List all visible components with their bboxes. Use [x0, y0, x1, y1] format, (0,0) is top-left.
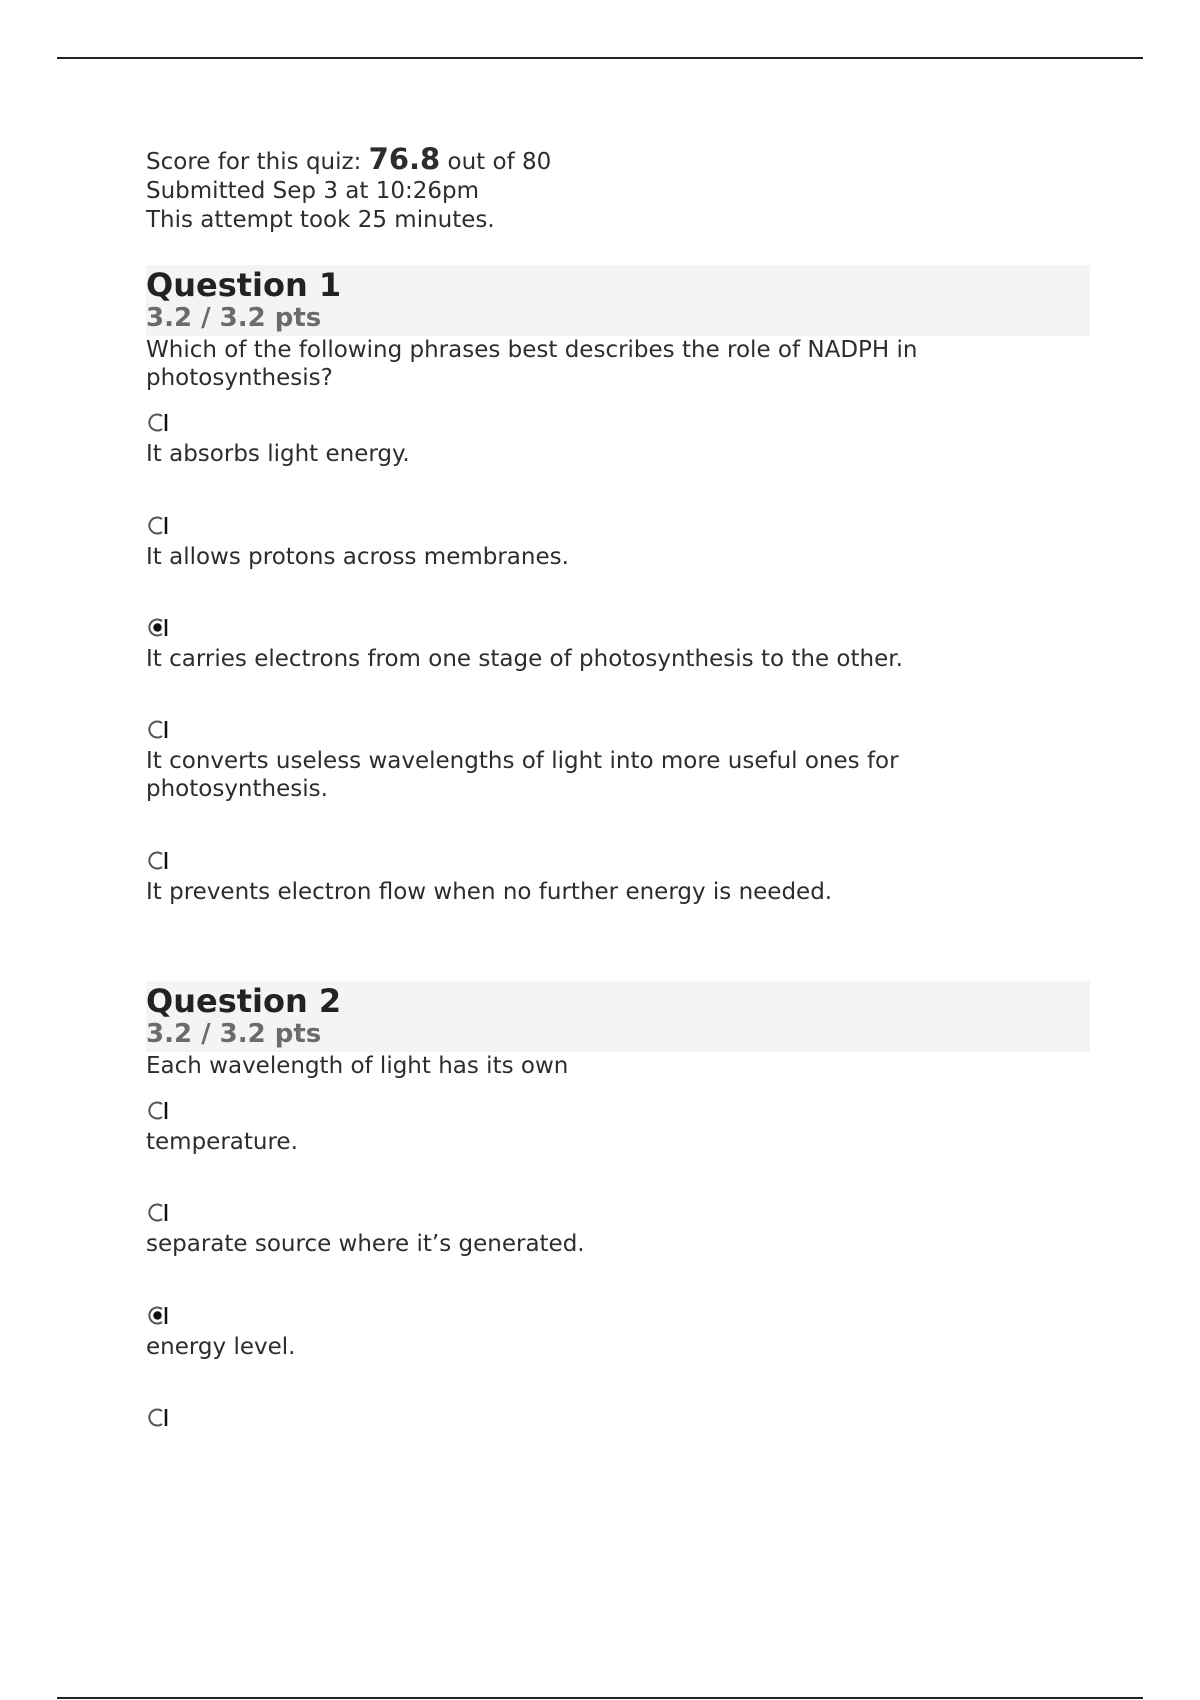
- answer-label: temperature.: [146, 1129, 298, 1155]
- answer-option[interactable]: [146, 410, 1090, 468]
- bottom-divider: [57, 1697, 1143, 1699]
- radio-unselected-icon[interactable]: [146, 848, 170, 872]
- radio-unselected-icon[interactable]: [146, 513, 170, 537]
- score-line: [146, 142, 552, 177]
- radio-unselected-icon[interactable]: [146, 410, 170, 434]
- answer-label: It converts useless wavelengths of light into more useful ones for photosynthesis.: [146, 748, 899, 802]
- answer-label: It carries electrons from one stage of photosynthesis to the other.: [146, 646, 903, 672]
- answer-option-selected[interactable]: [146, 615, 1090, 673]
- radio-selected-icon[interactable]: [146, 1303, 170, 1327]
- answer-label: energy level.: [146, 1334, 296, 1360]
- question-text: Each wavelength of light has its own: [146, 1053, 569, 1079]
- question-1: [146, 265, 1090, 905]
- answer-label: separate source where it’s generated.: [146, 1231, 585, 1257]
- answer-option[interactable]: [146, 1200, 1090, 1258]
- question-2: [146, 981, 1090, 1360]
- attempt-duration: This attempt took 25 minutes.: [146, 207, 495, 233]
- question-header: [146, 981, 1090, 1052]
- score-value: 76.8: [368, 142, 441, 176]
- answer-option[interactable]: [146, 1098, 1090, 1156]
- radio-unselected-icon[interactable]: [146, 717, 170, 741]
- answer-option[interactable]: [146, 513, 1090, 571]
- question-title: Question 2: [146, 982, 342, 1020]
- answer-option[interactable]: [146, 848, 1090, 906]
- question-text: Which of the following phrases best describes the role of NADPH in photosynthesis?: [146, 337, 918, 391]
- answer-option[interactable]: [146, 717, 1090, 803]
- answer-label: It allows protons across membranes.: [146, 544, 569, 570]
- answer-label: It prevents electron flow when no further energy is needed.: [146, 879, 833, 905]
- score-label: Score for this quiz:: [146, 149, 362, 175]
- radio-unselected-icon[interactable]: [146, 1405, 170, 1429]
- quiz-summary: [146, 142, 552, 235]
- radio-unselected-icon[interactable]: [146, 1200, 170, 1224]
- score-total: out of 80: [447, 149, 552, 175]
- answer-label: It absorbs light energy.: [146, 441, 410, 467]
- submitted-time: Submitted Sep 3 at 10:26pm: [146, 178, 479, 204]
- answer-option-selected[interactable]: [146, 1303, 1090, 1361]
- question-title: Question 1: [146, 266, 342, 304]
- answer-option[interactable]: [146, 1405, 1090, 1435]
- question-header: [146, 265, 1090, 336]
- top-divider: [57, 57, 1143, 59]
- question-points: 3.2 / 3.2 pts: [146, 303, 322, 333]
- question-points: 3.2 / 3.2 pts: [146, 1019, 322, 1049]
- radio-unselected-icon[interactable]: [146, 1098, 170, 1122]
- radio-selected-icon[interactable]: [146, 615, 170, 639]
